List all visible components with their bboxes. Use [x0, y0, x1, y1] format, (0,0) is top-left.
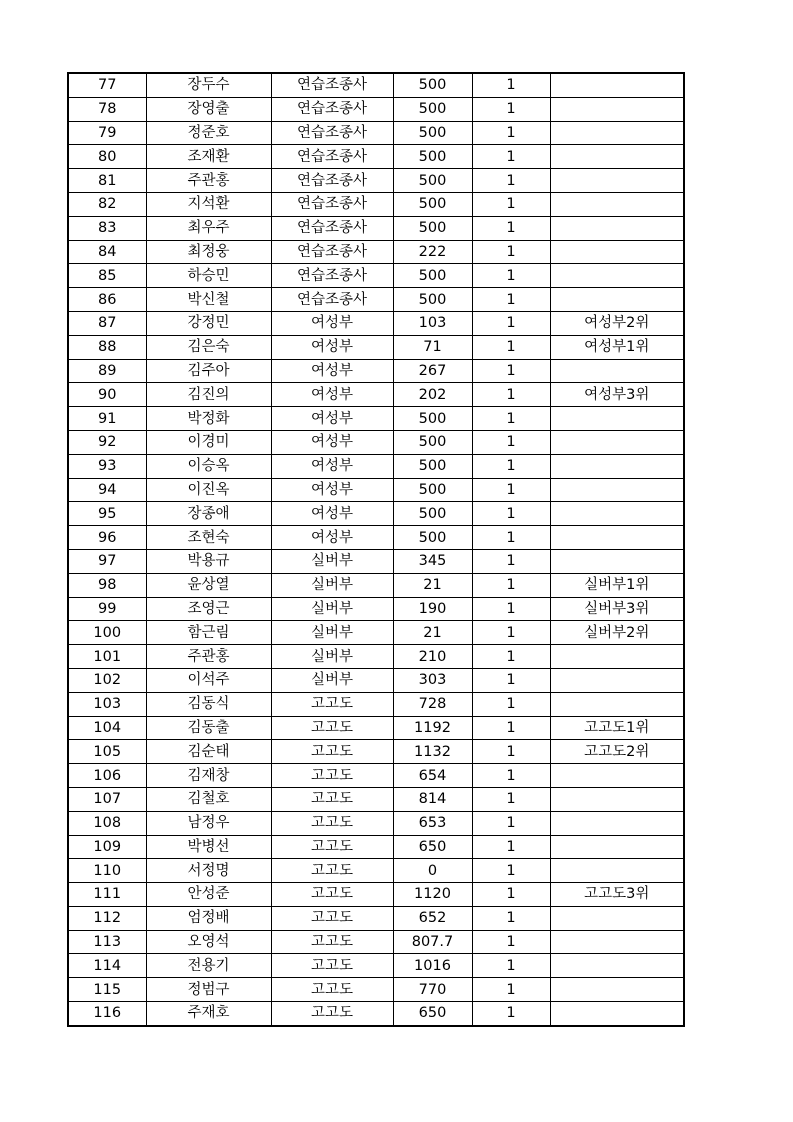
division-cell: 실버부: [271, 549, 393, 573]
name-cell: 서정명: [146, 859, 271, 883]
name-cell: 정범구: [146, 978, 271, 1002]
name-cell: 장종애: [146, 502, 271, 526]
score-cell: 500: [393, 288, 472, 312]
row-number-cell: 89: [68, 359, 146, 383]
note-cell: [550, 216, 684, 240]
note-cell: [550, 978, 684, 1002]
count-cell: 1: [472, 311, 550, 335]
name-cell: 전용기: [146, 954, 271, 978]
score-cell: 728: [393, 692, 472, 716]
score-cell: 303: [393, 668, 472, 692]
note-cell: [550, 145, 684, 169]
note-cell: 여성부2위: [550, 311, 684, 335]
name-cell: 김은숙: [146, 335, 271, 359]
count-cell: 1: [472, 668, 550, 692]
division-cell: 연습조종사: [271, 121, 393, 145]
row-number-cell: 104: [68, 716, 146, 740]
count-cell: 1: [472, 740, 550, 764]
note-cell: [550, 407, 684, 431]
score-cell: 202: [393, 383, 472, 407]
row-number-cell: 112: [68, 906, 146, 930]
note-cell: [550, 954, 684, 978]
name-cell: 함근림: [146, 621, 271, 645]
note-cell: [550, 240, 684, 264]
row-number-cell: 115: [68, 978, 146, 1002]
table-row: [68, 145, 684, 169]
row-number-cell: 80: [68, 145, 146, 169]
division-cell: 연습조종사: [271, 264, 393, 288]
division-cell: 고고도: [271, 835, 393, 859]
table-row: [68, 240, 684, 264]
division-cell: 고고도: [271, 740, 393, 764]
table-row: [68, 621, 684, 645]
count-cell: 1: [472, 430, 550, 454]
row-number-cell: 77: [68, 73, 146, 97]
name-cell: 오영석: [146, 930, 271, 954]
note-cell: [550, 668, 684, 692]
count-cell: 1: [472, 240, 550, 264]
note-cell: [550, 454, 684, 478]
score-cell: 500: [393, 145, 472, 169]
division-cell: 실버부: [271, 621, 393, 645]
note-cell: 고고도1위: [550, 716, 684, 740]
note-cell: 실버부2위: [550, 621, 684, 645]
row-number-cell: 107: [68, 787, 146, 811]
name-cell: 윤상열: [146, 573, 271, 597]
division-cell: 연습조종사: [271, 97, 393, 121]
table-row: [68, 811, 684, 835]
note-cell: [550, 549, 684, 573]
row-number-cell: 79: [68, 121, 146, 145]
score-cell: 654: [393, 764, 472, 788]
count-cell: 1: [472, 906, 550, 930]
table-row: [68, 311, 684, 335]
count-cell: 1: [472, 502, 550, 526]
row-number-cell: 82: [68, 192, 146, 216]
note-cell: [550, 1002, 684, 1026]
division-cell: 실버부: [271, 645, 393, 669]
row-number-cell: 91: [68, 407, 146, 431]
count-cell: 1: [472, 811, 550, 835]
row-number-cell: 109: [68, 835, 146, 859]
count-cell: 1: [472, 192, 550, 216]
score-cell: 650: [393, 835, 472, 859]
division-cell: 실버부: [271, 597, 393, 621]
note-cell: [550, 430, 684, 454]
count-cell: 1: [472, 978, 550, 1002]
row-number-cell: 86: [68, 288, 146, 312]
score-cell: 500: [393, 121, 472, 145]
name-cell: 강정민: [146, 311, 271, 335]
table-row: [68, 645, 684, 669]
score-cell: 21: [393, 621, 472, 645]
table-row: [68, 764, 684, 788]
table-row: [68, 549, 684, 573]
name-cell: 장영출: [146, 97, 271, 121]
name-cell: 주관홍: [146, 645, 271, 669]
row-number-cell: 87: [68, 311, 146, 335]
count-cell: 1: [472, 145, 550, 169]
count-cell: 1: [472, 764, 550, 788]
count-cell: 1: [472, 1002, 550, 1026]
score-cell: 500: [393, 216, 472, 240]
row-number-cell: 92: [68, 430, 146, 454]
count-cell: 1: [472, 526, 550, 550]
name-cell: 김재창: [146, 764, 271, 788]
name-cell: 김철호: [146, 787, 271, 811]
table-row: [68, 97, 684, 121]
table-row: [68, 335, 684, 359]
row-number-cell: 98: [68, 573, 146, 597]
note-cell: [550, 192, 684, 216]
note-cell: [550, 73, 684, 97]
division-cell: 여성부: [271, 526, 393, 550]
row-number-cell: 102: [68, 668, 146, 692]
division-cell: 고고도: [271, 716, 393, 740]
score-cell: 210: [393, 645, 472, 669]
score-cell: 500: [393, 169, 472, 193]
note-cell: 여성부1위: [550, 335, 684, 359]
table-row: [68, 787, 684, 811]
note-cell: [550, 359, 684, 383]
score-cell: 500: [393, 73, 472, 97]
division-cell: 고고도: [271, 954, 393, 978]
count-cell: 1: [472, 216, 550, 240]
table-row: [68, 668, 684, 692]
name-cell: 남정우: [146, 811, 271, 835]
table-row: [68, 264, 684, 288]
division-cell: 고고도: [271, 930, 393, 954]
note-cell: [550, 906, 684, 930]
name-cell: 장두수: [146, 73, 271, 97]
score-cell: 103: [393, 311, 472, 335]
table-row: [68, 383, 684, 407]
score-cell: 814: [393, 787, 472, 811]
division-cell: 여성부: [271, 454, 393, 478]
division-cell: 여성부: [271, 502, 393, 526]
note-cell: 고고도2위: [550, 740, 684, 764]
count-cell: 1: [472, 597, 550, 621]
table-row: [68, 73, 684, 97]
name-cell: 이석주: [146, 668, 271, 692]
name-cell: 주관홍: [146, 169, 271, 193]
note-cell: [550, 97, 684, 121]
name-cell: 조영근: [146, 597, 271, 621]
division-cell: 여성부: [271, 430, 393, 454]
table-row: [68, 454, 684, 478]
score-cell: 71: [393, 335, 472, 359]
score-cell: 653: [393, 811, 472, 835]
row-number-cell: 108: [68, 811, 146, 835]
table-row: [68, 526, 684, 550]
note-cell: [550, 288, 684, 312]
table-row: [68, 121, 684, 145]
score-cell: 1120: [393, 883, 472, 907]
count-cell: 1: [472, 954, 550, 978]
division-cell: 연습조종사: [271, 240, 393, 264]
score-cell: 500: [393, 502, 472, 526]
table-row: [68, 859, 684, 883]
count-cell: 1: [472, 883, 550, 907]
division-cell: 고고도: [271, 811, 393, 835]
table-row: [68, 502, 684, 526]
table-row: [68, 716, 684, 740]
table-row: [68, 883, 684, 907]
table-row: [68, 740, 684, 764]
name-cell: 하승민: [146, 264, 271, 288]
count-cell: 1: [472, 621, 550, 645]
note-cell: 실버부3위: [550, 597, 684, 621]
name-cell: 김순태: [146, 740, 271, 764]
count-cell: 1: [472, 835, 550, 859]
table-row: [68, 430, 684, 454]
row-number-cell: 116: [68, 1002, 146, 1026]
row-number-cell: 78: [68, 97, 146, 121]
division-cell: 연습조종사: [271, 145, 393, 169]
name-cell: 김동출: [146, 716, 271, 740]
table-row: [68, 835, 684, 859]
count-cell: 1: [472, 359, 550, 383]
note-cell: [550, 787, 684, 811]
score-cell: 500: [393, 97, 472, 121]
score-cell: 500: [393, 478, 472, 502]
note-cell: 실버부1위: [550, 573, 684, 597]
table-row: [68, 597, 684, 621]
results-table-body: [68, 73, 684, 1026]
score-cell: 652: [393, 906, 472, 930]
table-row: [68, 1002, 684, 1026]
table-row: [68, 169, 684, 193]
count-cell: 1: [472, 383, 550, 407]
score-cell: 267: [393, 359, 472, 383]
name-cell: 박병선: [146, 835, 271, 859]
note-cell: 여성부3위: [550, 383, 684, 407]
score-cell: 345: [393, 549, 472, 573]
row-number-cell: 110: [68, 859, 146, 883]
note-cell: 고고도3위: [550, 883, 684, 907]
note-cell: [550, 692, 684, 716]
note-cell: [550, 478, 684, 502]
division-cell: 연습조종사: [271, 73, 393, 97]
count-cell: 1: [472, 859, 550, 883]
division-cell: 여성부: [271, 383, 393, 407]
row-number-cell: 106: [68, 764, 146, 788]
row-number-cell: 101: [68, 645, 146, 669]
score-cell: 500: [393, 192, 472, 216]
name-cell: 최우주: [146, 216, 271, 240]
row-number-cell: 94: [68, 478, 146, 502]
count-cell: 1: [472, 288, 550, 312]
results-table: [67, 72, 685, 1027]
name-cell: 이승옥: [146, 454, 271, 478]
table-row: [68, 216, 684, 240]
count-cell: 1: [472, 573, 550, 597]
name-cell: 박정화: [146, 407, 271, 431]
score-cell: 500: [393, 407, 472, 431]
row-number-cell: 81: [68, 169, 146, 193]
score-cell: 1192: [393, 716, 472, 740]
note-cell: [550, 169, 684, 193]
count-cell: 1: [472, 645, 550, 669]
count-cell: 1: [472, 787, 550, 811]
score-cell: 500: [393, 430, 472, 454]
note-cell: [550, 264, 684, 288]
name-cell: 정준호: [146, 121, 271, 145]
table-row: [68, 407, 684, 431]
division-cell: 연습조종사: [271, 169, 393, 193]
table-row: [68, 906, 684, 930]
score-cell: 807.7: [393, 930, 472, 954]
score-cell: 21: [393, 573, 472, 597]
count-cell: 1: [472, 454, 550, 478]
score-cell: 1132: [393, 740, 472, 764]
table-row: [68, 978, 684, 1002]
note-cell: [550, 930, 684, 954]
name-cell: 조현숙: [146, 526, 271, 550]
division-cell: 고고도: [271, 883, 393, 907]
score-cell: 500: [393, 454, 472, 478]
row-number-cell: 88: [68, 335, 146, 359]
name-cell: 김동식: [146, 692, 271, 716]
table-row: [68, 478, 684, 502]
division-cell: 고고도: [271, 859, 393, 883]
division-cell: 연습조종사: [271, 192, 393, 216]
count-cell: 1: [472, 335, 550, 359]
name-cell: 조재환: [146, 145, 271, 169]
row-number-cell: 99: [68, 597, 146, 621]
count-cell: 1: [472, 407, 550, 431]
note-cell: [550, 502, 684, 526]
name-cell: 최정웅: [146, 240, 271, 264]
table-row: [68, 288, 684, 312]
table-row: [68, 930, 684, 954]
division-cell: 고고도: [271, 787, 393, 811]
note-cell: [550, 645, 684, 669]
division-cell: 여성부: [271, 359, 393, 383]
name-cell: 안성준: [146, 883, 271, 907]
name-cell: 지석환: [146, 192, 271, 216]
name-cell: 김진의: [146, 383, 271, 407]
name-cell: 주재호: [146, 1002, 271, 1026]
score-cell: 770: [393, 978, 472, 1002]
division-cell: 실버부: [271, 573, 393, 597]
row-number-cell: 103: [68, 692, 146, 716]
note-cell: [550, 859, 684, 883]
note-cell: [550, 835, 684, 859]
count-cell: 1: [472, 121, 550, 145]
name-cell: 김주아: [146, 359, 271, 383]
division-cell: 실버부: [271, 668, 393, 692]
score-cell: 1016: [393, 954, 472, 978]
score-cell: 500: [393, 526, 472, 550]
score-cell: 500: [393, 264, 472, 288]
division-cell: 여성부: [271, 335, 393, 359]
table-row: [68, 359, 684, 383]
score-cell: 650: [393, 1002, 472, 1026]
row-number-cell: 83: [68, 216, 146, 240]
count-cell: 1: [472, 692, 550, 716]
row-number-cell: 95: [68, 502, 146, 526]
row-number-cell: 100: [68, 621, 146, 645]
note-cell: [550, 121, 684, 145]
table-row: [68, 573, 684, 597]
division-cell: 고고도: [271, 692, 393, 716]
score-cell: 0: [393, 859, 472, 883]
division-cell: 연습조종사: [271, 216, 393, 240]
row-number-cell: 93: [68, 454, 146, 478]
note-cell: [550, 811, 684, 835]
count-cell: 1: [472, 73, 550, 97]
division-cell: 고고도: [271, 1002, 393, 1026]
division-cell: 여성부: [271, 407, 393, 431]
row-number-cell: 105: [68, 740, 146, 764]
division-cell: 여성부: [271, 311, 393, 335]
row-number-cell: 111: [68, 883, 146, 907]
score-cell: 222: [393, 240, 472, 264]
table-row: [68, 192, 684, 216]
name-cell: 이경미: [146, 430, 271, 454]
table-row: [68, 692, 684, 716]
note-cell: [550, 526, 684, 550]
count-cell: 1: [472, 169, 550, 193]
division-cell: 여성부: [271, 478, 393, 502]
note-cell: [550, 764, 684, 788]
division-cell: 연습조종사: [271, 288, 393, 312]
score-cell: 190: [393, 597, 472, 621]
name-cell: 엄정배: [146, 906, 271, 930]
count-cell: 1: [472, 97, 550, 121]
count-cell: 1: [472, 716, 550, 740]
name-cell: 박용규: [146, 549, 271, 573]
division-cell: 고고도: [271, 906, 393, 930]
count-cell: 1: [472, 930, 550, 954]
row-number-cell: 114: [68, 954, 146, 978]
division-cell: 고고도: [271, 978, 393, 1002]
row-number-cell: 97: [68, 549, 146, 573]
count-cell: 1: [472, 549, 550, 573]
row-number-cell: 96: [68, 526, 146, 550]
count-cell: 1: [472, 264, 550, 288]
row-number-cell: 84: [68, 240, 146, 264]
row-number-cell: 90: [68, 383, 146, 407]
table-row: [68, 954, 684, 978]
name-cell: 이진옥: [146, 478, 271, 502]
division-cell: 고고도: [271, 764, 393, 788]
row-number-cell: 113: [68, 930, 146, 954]
row-number-cell: 85: [68, 264, 146, 288]
name-cell: 박신철: [146, 288, 271, 312]
count-cell: 1: [472, 478, 550, 502]
